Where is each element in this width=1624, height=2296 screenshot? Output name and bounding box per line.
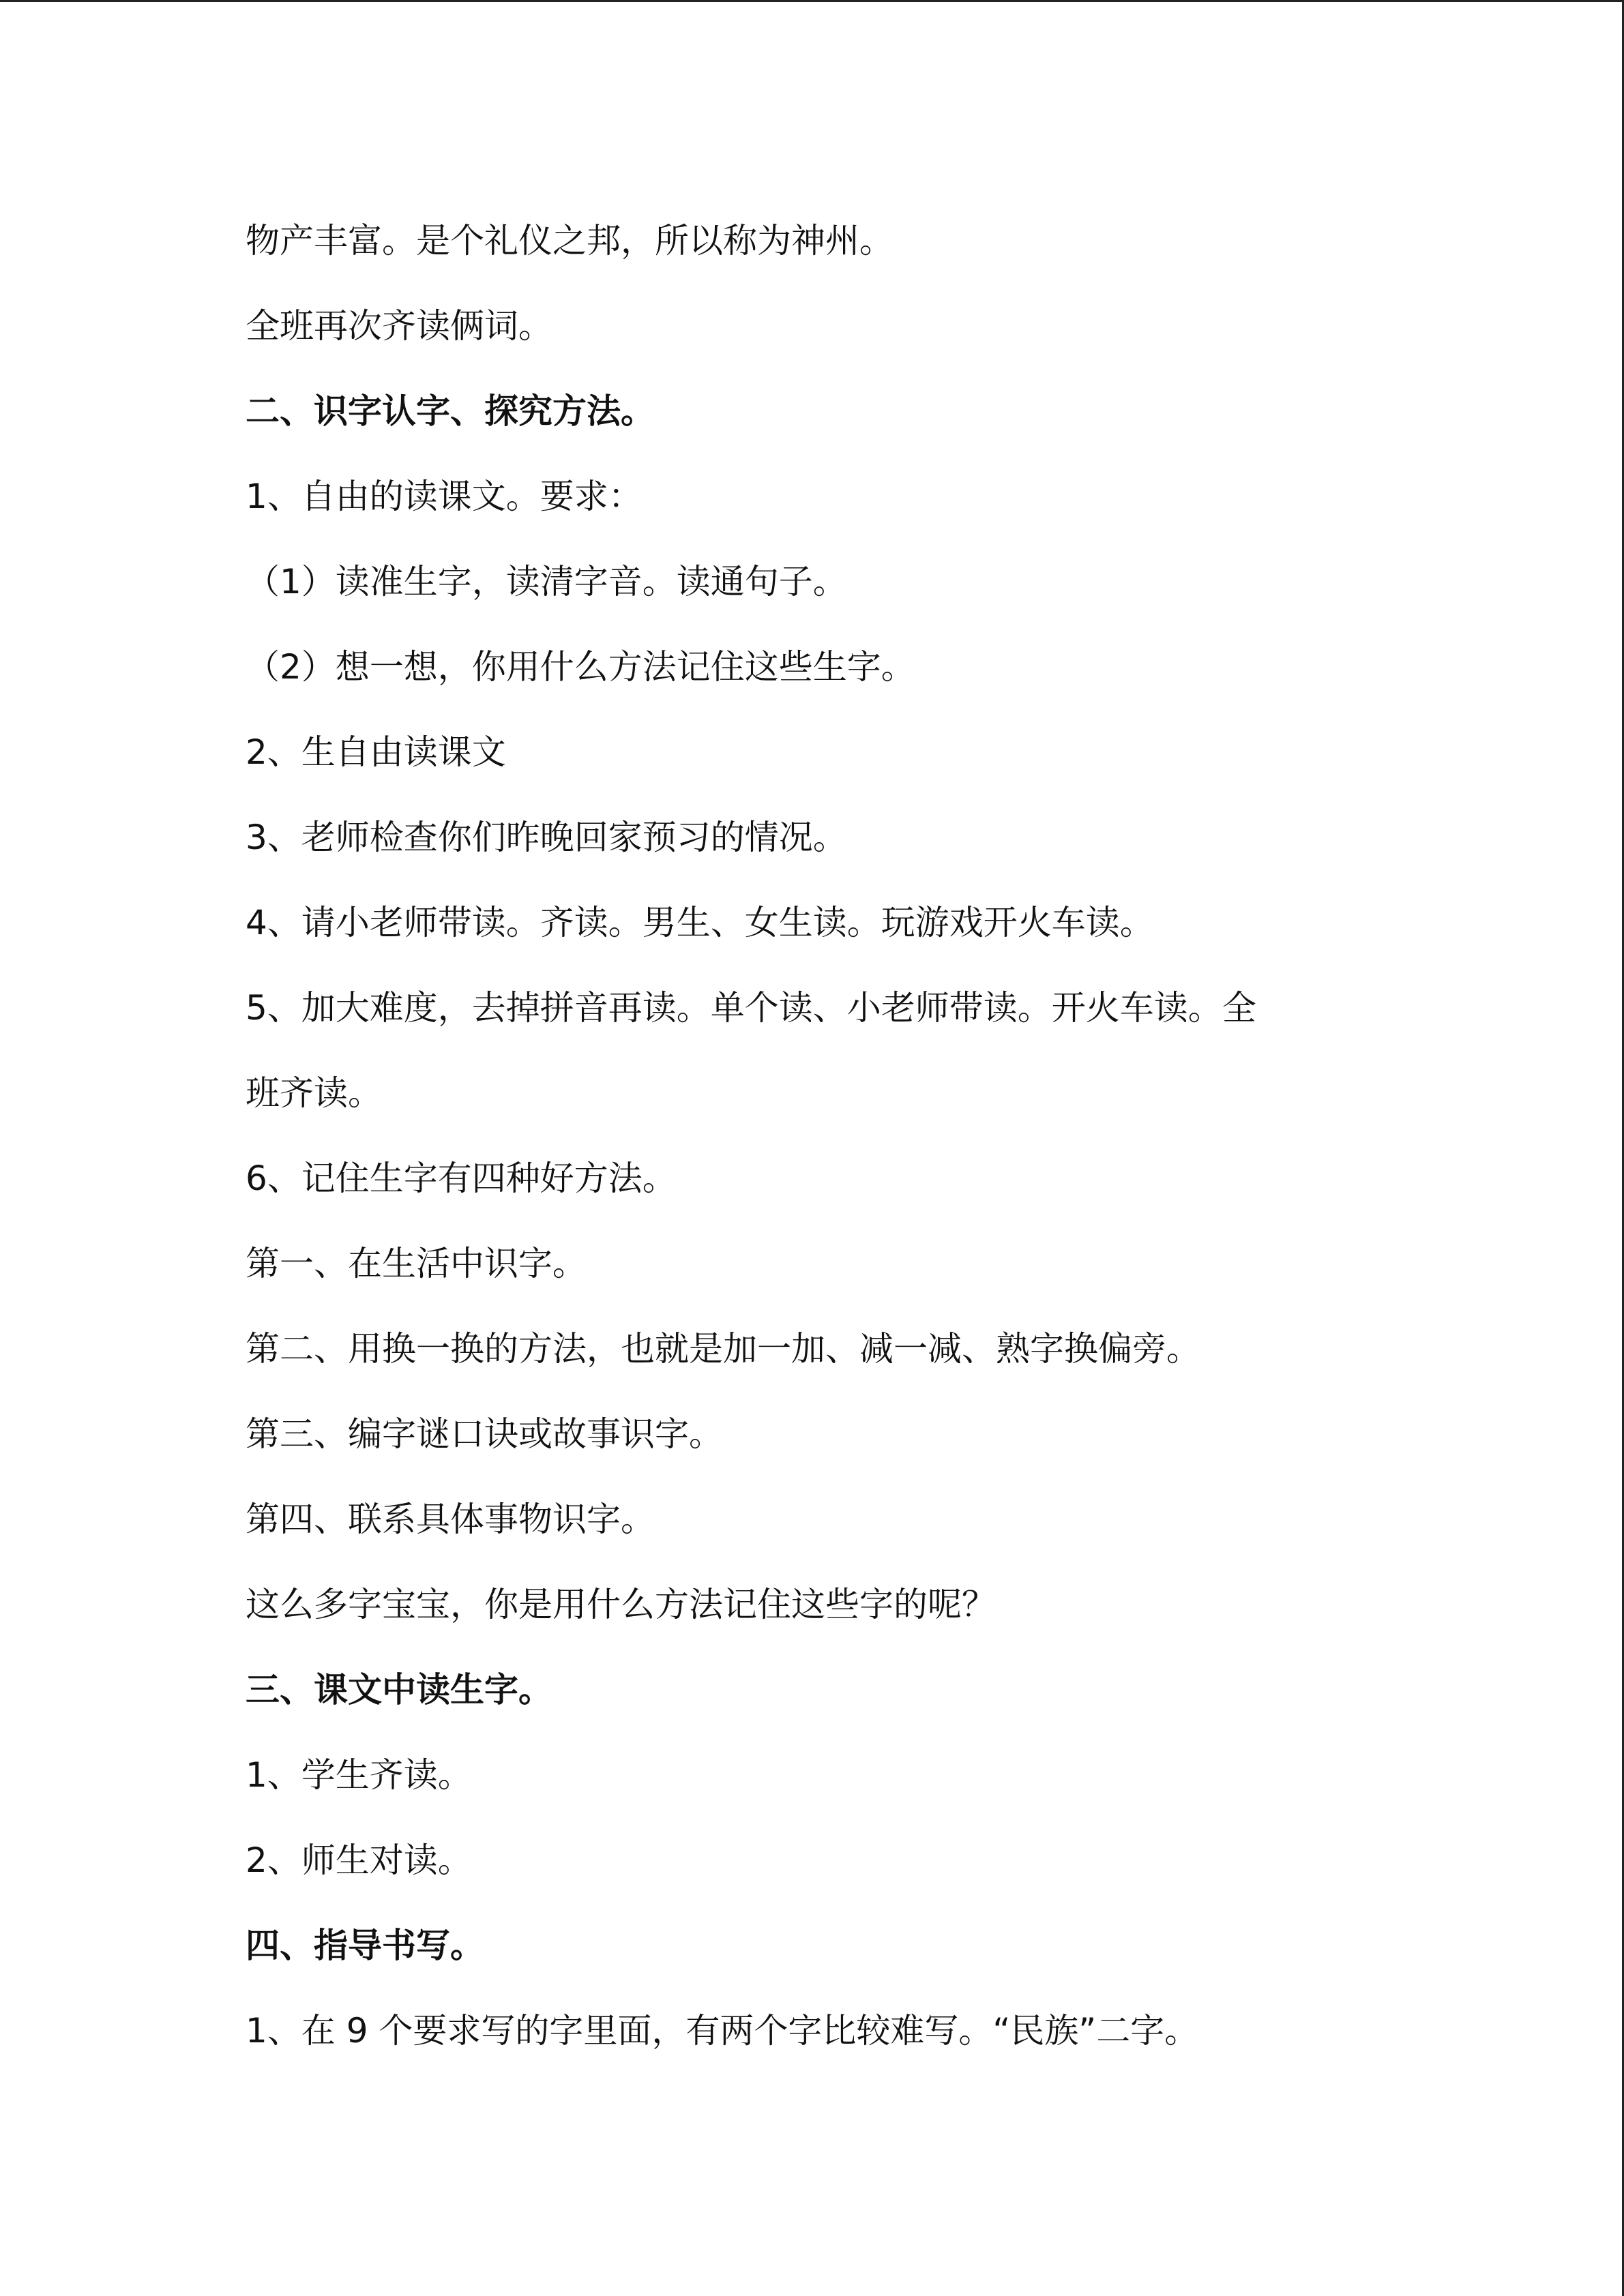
paragraph: （2）想一想，你用什么方法记住这些生字。 — [246, 647, 915, 687]
section-heading: 三、课文中读生字。 — [246, 1670, 552, 1710]
paragraph: 物产丰富。是个礼仪之邦，所以称为神州。 — [246, 221, 894, 260]
paragraph: 1、在 9 个要求写的字里面，有两个字比较难写。“民族”二字。 — [246, 2011, 1199, 2051]
paragraph: 4、请小老师带读。齐读。男生、女生读。玩游戏开火车读。 — [246, 903, 1154, 942]
paragraph: 班齐读。 — [246, 1073, 382, 1113]
paragraph: 3、老师检查你们昨晚回家预习的情况。 — [246, 818, 847, 857]
paragraph: 第一、在生活中识字。 — [246, 1244, 587, 1283]
paragraph: 1、自由的读课文。要求： — [246, 477, 643, 516]
paragraph: 6、记住生字有四种好方法。 — [246, 1159, 677, 1198]
paragraph: （1）读准生字，读清字音。读通句子。 — [246, 562, 847, 601]
paragraph: 第四、联系具体事物识字。 — [246, 1500, 655, 1539]
document-body — [246, 211, 1378, 2086]
paragraph: 2、师生对读。 — [246, 1840, 472, 1880]
paragraph: 2、生自由读课文 — [246, 732, 506, 772]
paragraph: 全班再次齐读俩词。 — [246, 306, 552, 346]
section-heading: 四、指导书写。 — [246, 1926, 484, 1965]
paragraph: 1、学生齐读。 — [246, 1755, 472, 1795]
paragraph: 第三、编字谜口诀或故事识字。 — [246, 1414, 723, 1454]
paragraph: 5、加大难度，去掉拼音再读。单个读、小老师带读。开火车读。全 — [246, 988, 1256, 1028]
section-heading: 二、识字认字、探究方法。 — [246, 391, 655, 431]
paragraph: 这么多字宝宝，你是用什么方法记住这些字的呢？ — [246, 1585, 996, 1624]
paragraph: 第二、用换一换的方法，也就是加一加、减一减、熟字换偏旁。 — [246, 1329, 1200, 1369]
